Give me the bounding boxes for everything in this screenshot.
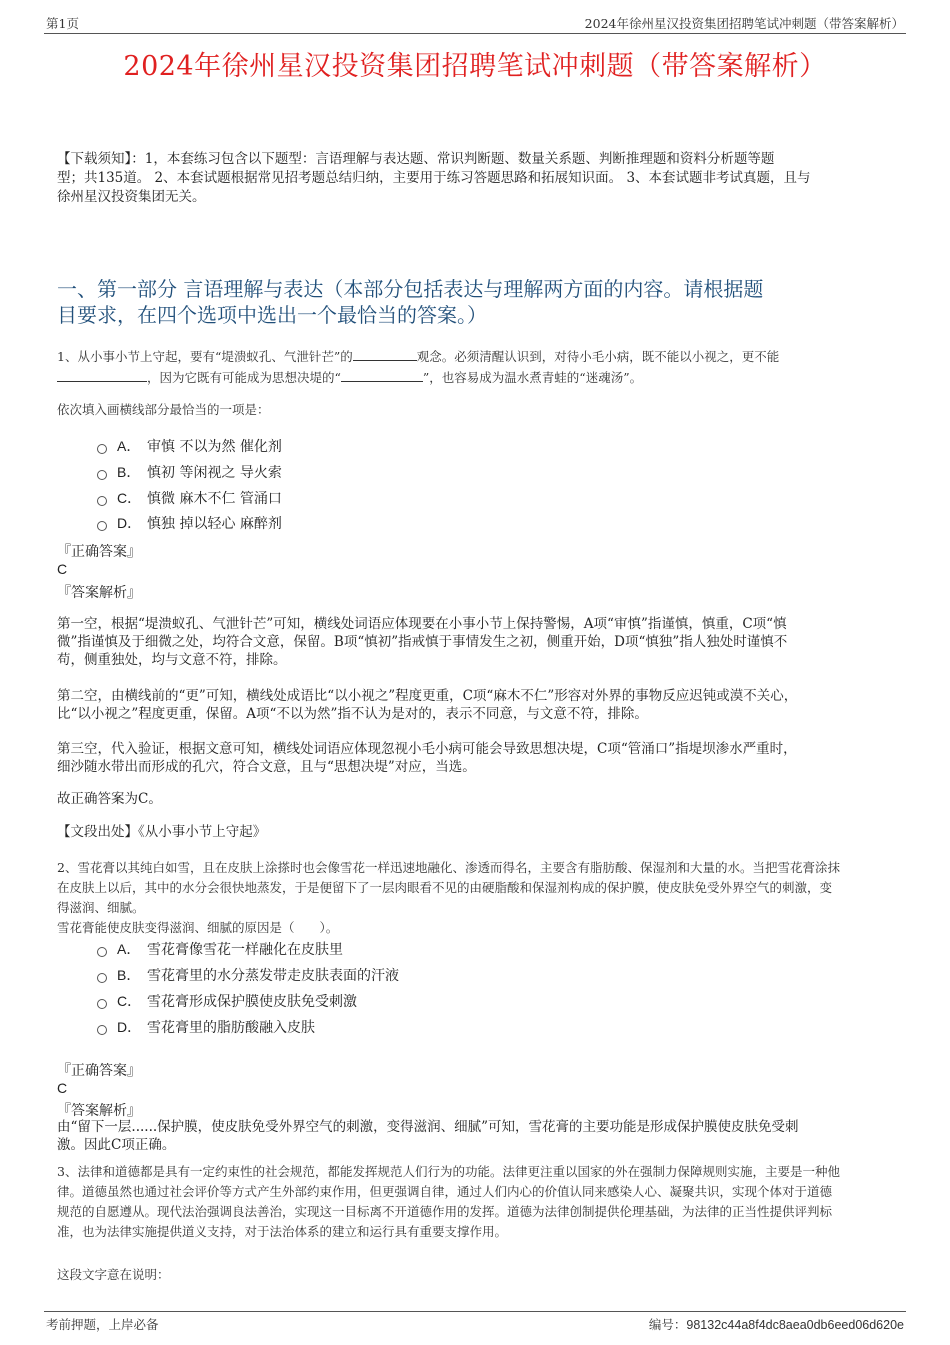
fill-blank (353, 346, 417, 361)
radio-icon[interactable] (97, 496, 107, 506)
question-1-option-b[interactable]: B． 慎初 等闲视之 导火索 (97, 461, 282, 483)
question-2-option-d[interactable]: D． 雪花膏里的脂肪酸融入皮肤 (97, 1016, 315, 1038)
question-3-prompt: 这段文字意在说明： (57, 1267, 170, 1282)
analysis-paragraph: 第三空，代入验证，根据文意可知，横线处词语应体现忽视小毛小病可能会导致思想决堤，C项“管涌口”指堤坝渗水严重时， 细沙随水带出而形成的孔穴，符合文意，且与“思想决堤”对应，当选。 (57, 741, 797, 775)
page-number: 第1页 (46, 16, 79, 31)
answer-label: 『正确答案』 (57, 544, 141, 560)
footer-divider (44, 1311, 906, 1312)
question-2-option-a[interactable]: A． 雪花膏像雪花一样融化在皮肤里 (97, 938, 343, 960)
correct-answer: C (57, 561, 68, 577)
download-notice (57, 150, 895, 207)
question-2-option-b[interactable]: B． 雪花膏里的水分蒸发带走皮肤表面的汗液 (97, 964, 399, 986)
footer-doc-id: 编号：98132c44a8f4dc8aea0db6eed06d620e (648, 1318, 904, 1332)
answer-label: 『正确答案』 (57, 1063, 141, 1079)
analysis-conclusion: 故正确答案为C。 (57, 791, 162, 807)
header-divider (44, 33, 906, 34)
analysis-paragraph: 第一空，根据“堤溃蚁孔、气泄针芒”可知，横线处词语应体现要在小事小节上保持警惕，A项“审慎”指谨慎，慎重，C项“慎 微”指谨慎及于细微之处，均符合文意，保留。B项“慎初”指戒慎于事情发生之初，侧重开始，D项“慎独”指人独处时谨慎不 苟，侧重独处，均与文意不符，排除。 (57, 616, 788, 668)
analysis-label: 『答案解析』 (57, 585, 141, 601)
radio-icon[interactable] (97, 470, 107, 480)
correct-answer: C (57, 1080, 68, 1096)
footer-slogan: 考前押题，上岸必备 (46, 1317, 159, 1332)
analysis-paragraph: 第二空，由横线前的“更”可知，横线处成语比“以小视之”程度更重，C项“麻木不仁”形容对外界的事物反应迟钝或漠不关心， 比“以小视之”程度更重，保留。A项“不以为然”指不认为是对的，表示不同意，与文意不符，排除。 (57, 688, 798, 722)
question-1-option-a[interactable]: A． 审慎 不以为然 催化剂 (97, 435, 282, 457)
header-doc-title: 2024年徐州星汉投资集团招聘笔试冲刺题（带答案解析） (584, 16, 904, 31)
fill-blank (341, 367, 423, 382)
question-1-prompt: 依次填入画横线部分最恰当的一项是： (57, 402, 270, 417)
question-2-prompt: 雪花膏能使皮肤变得滋润、细腻的原因是（ ）。 (57, 920, 339, 935)
notice-line: 型；共135道。 2、本套试题根据常见招考题总结归纳，主要用于练习答题思路和拓展知识面。 3、本套试题非考试真题，且与 (57, 170, 811, 186)
fill-blank (57, 367, 147, 382)
question-1-option-c[interactable]: C． 慎微 麻木不仁 管涌口 (97, 487, 282, 509)
radio-icon[interactable] (97, 1025, 107, 1035)
question-1-stem: 1、从小事小节上守起，要有“堤溃蚁孔、气泄针芒”的 观念。必须清醒认识到，对待小毛小病，既不能以小视之，更不能 ，因为它既有可能成为思想决堤的“ ”，也容易成为温水煮青蛙的“迷魂汤”。 (57, 346, 897, 388)
question-1-option-d[interactable]: D． 慎独 掉以轻心 麻醉剂 (97, 512, 282, 534)
question-3-stem: 3、法律和道德都是具有一定约束性的社会规范，都能发挥规范人们行为的功能。法律更注重以国家的外在强制力保障规则实施，主要是一种他 律。道德虽然也通过社会评价等方式产生外部约束作用，但更强调自律，通过人们内心的价值认同来感染人心、凝聚共识，实现个体对于道德 规范的自愿遵从。现代法治强调良法善治，实现这一目标离不开道德作用的发挥。道德为法律创制提供伦理基础，为法律的正当性提供评判标 准，也为法律实施提供道义支持，对于法治体系的建立和运行具有重要支撑作用。 (57, 1164, 840, 1239)
question-2-stem: 2、雪花膏以其纯白如雪，且在皮肤上涂搽时也会像雪花一样迅速地融化、渗透而得名，主要含有脂肪酸、保湿剂和大量的水。当把雪花膏涂抹 在皮肤上以后，其中的水分会很快地蒸发，于是便留下了一层肉眼看不见的由硬脂酸和保湿剂构成的保护膜，使皮肤免受外界空气的刺激，变 得滋润、细腻。 雪花膏能使皮肤变得滋润、细腻的原因是（ ）。 (57, 858, 897, 938)
notice-line: 【下载须知】：1，本套练习包含以下题型：言语理解与表达题、常识判断题、数量关系题、判断推理题和资料分析题等题 (57, 151, 775, 167)
notice-line: 徐州星汉投资集团无关。 (57, 189, 206, 205)
analysis-paragraph: 由“留下一层......保护膜，使皮肤免受外界空气的刺激，变得滋润、细腻”可知，雪花膏的主要功能是形成保护膜使皮肤免受刺 激。因此C项正确。 (57, 1119, 799, 1153)
question-2-option-c[interactable]: C． 雪花膏形成保护膜使皮肤免受刺激 (97, 990, 357, 1012)
radio-icon[interactable] (97, 999, 107, 1009)
document-title: 2024年徐州星汉投资集团招聘笔试冲刺题（带答案解析） (123, 51, 827, 82)
source-citation: 【文段出处】《从小事小节上守起》 (57, 824, 267, 840)
radio-icon[interactable] (97, 521, 107, 531)
radio-icon[interactable] (97, 947, 107, 957)
radio-icon[interactable] (97, 444, 107, 454)
analysis-label: 『答案解析』 (57, 1103, 141, 1119)
radio-icon[interactable] (97, 973, 107, 983)
section-heading: 一、第一部分 言语理解与表达（本部分包括表达与理解两方面的内容。请根据题 目要求，在四个选项中选出一个最恰当的答案。） (57, 277, 764, 327)
